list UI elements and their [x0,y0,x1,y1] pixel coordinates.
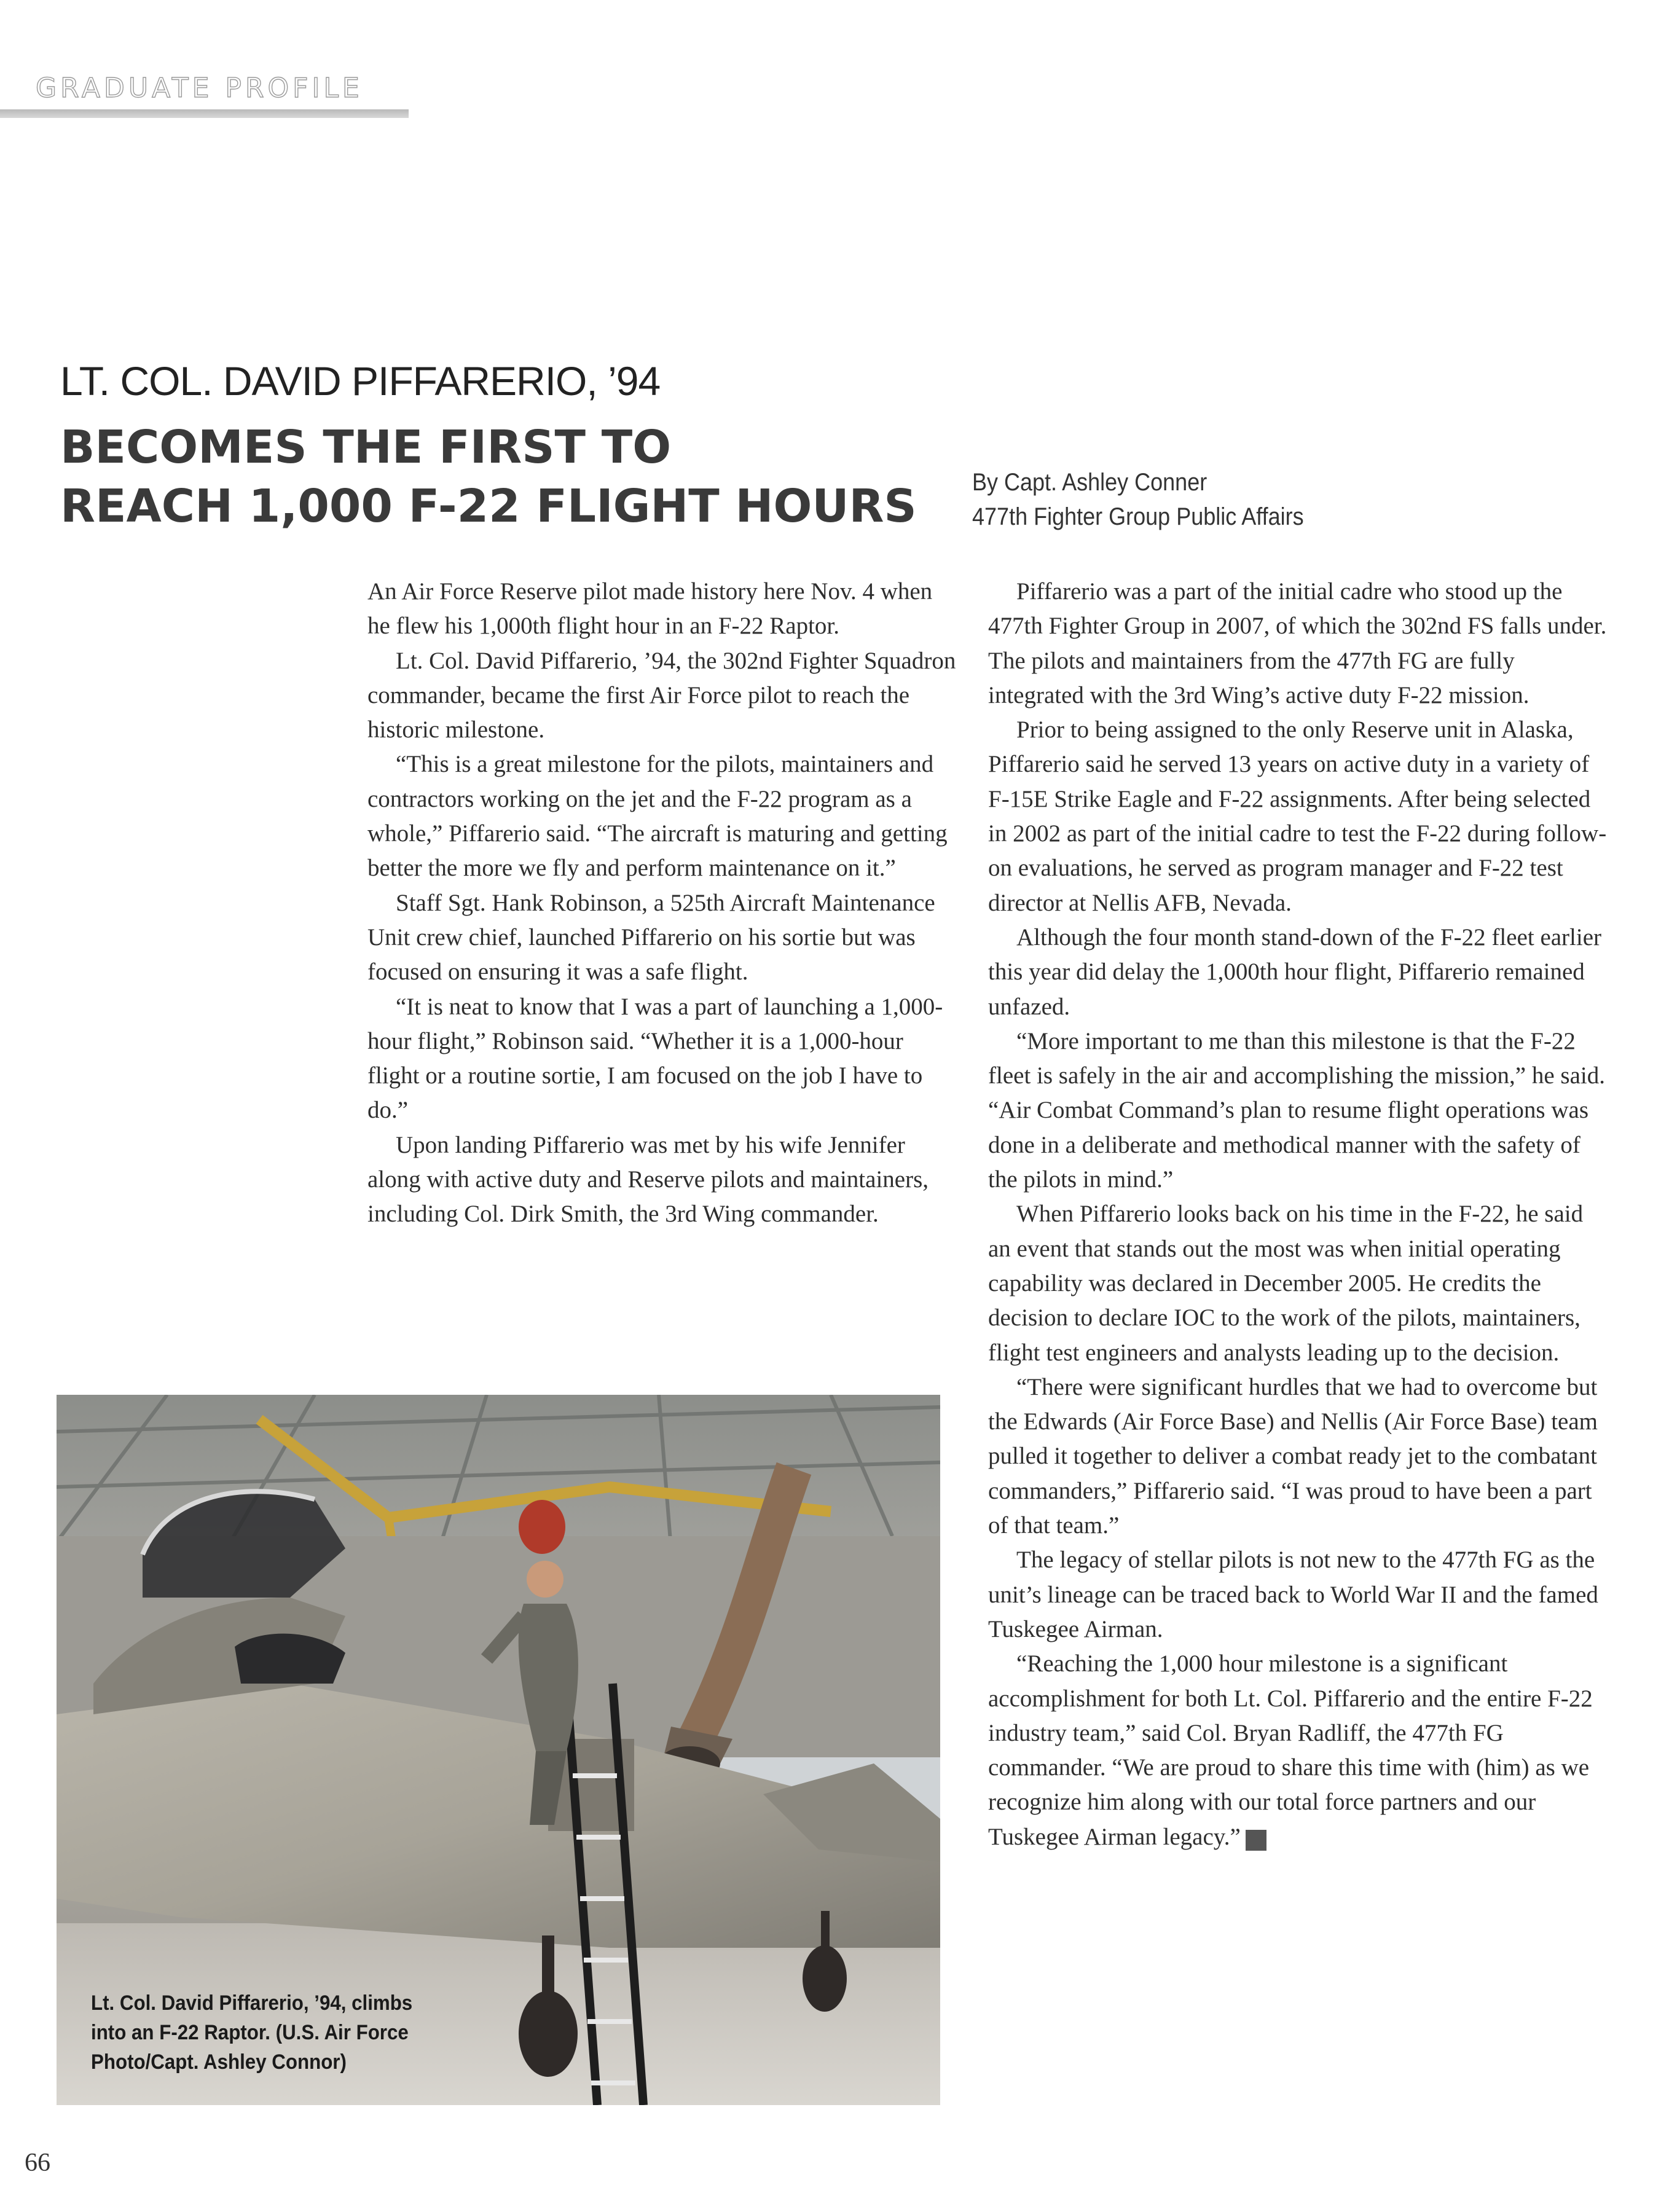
paragraph: “More important to me than this milestone is that the F-22 fleet is safely in the air and accomplishing the mission,” he said. “Air Combat Command’s plan to resume flight operations was done in a deliberate and methodical manner with the safety of the pilots in mind.” [988,1027,1605,1193]
paragraph: Prior to being assigned to the only Reserve unit in Alaska, Piffarerio said he served 13 years on active duty in a variety of F-15E Strike Eagle and F-22 assignments. After being selected in 2002 as part of the initial cadre to test the F-22 during follow-on evaluations, he served as program manager and F-22 test director at Nellis AFB, Nevada. [988,716,1607,916]
photo-caption: Lt. Col. David Piffarerio, ’94, climbs into an F-22 Raptor. (U.S. Air Force Photo/Capt. Ashley Connor) [91,1991,413,2074]
paragraph [988,1647,1609,1854]
paragraph: “It is neat to know that I was a part of launching a 1,000-hour flight,” Robinson said. “Whether it is a 1,000-hour flight or a routine sortie, I am focused on the job I have to do.” [367,993,943,1124]
paragraph: Lt. Col. David Piffarerio, ’94, the 302nd Fighter Squadron commander, became the first Air Force pilot to reach the historic milestone. [367,647,956,743]
paragraph: Piffarerio was a part of the initial cadre who stood up the 477th Fighter Group in 2007, of which the 302nd FS falls under. The pilots and maintainers from the 477th FG are fully integrated with the 3rd Wing’s active duty F-22 mission. [988,578,1607,708]
paragraph: Although the four month stand-down of the F-22 fleet earlier this year did delay the 1,000th hour flight, Piffarerio remained unfazed. [988,924,1602,1020]
headline-line-2: REACH 1,000 F-22 FLIGHT HOURS [60,480,917,533]
article-column-right [988,575,1609,1854]
section-label: GRADUATE PROFILE [36,73,363,104]
paragraph: When Piffarerio looks back on his time in the F-22, he said an event that stands out the most was when initial operating capability was declared in December 2005. He credits the decision to declare IOC to the work of the pilots, maintainers, flight test engineers and analysts leading up to the decision. [988,1201,1584,1366]
byline-author: By Capt. Ashley Conner [972,469,1207,496]
paragraph-text: “Reaching the 1,000 hour milestone is a significant accomplishment for both Lt. Col. Piffarerio and the entire F-22 industry team,” said Col. Bryan Radliff, the 477th FG commander. “We are proud to share this time with (him) as we recognize him along with our total force partners and our Tuskegee Airman legacy.” [988,1650,1593,1850]
article-kicker: LT. COL. DAVID PIFFARERIO, ’94 [60,358,661,404]
end-mark-icon: ✓ [1246,1830,1266,1851]
page-number: 66 [25,2149,50,2177]
byline [972,465,1304,534]
paragraph: The legacy of stellar pilots is not new to the 477th FG as the unit’s lineage can be traced back to World War II and the famed Tuskegee Airman. [988,1547,1598,1642]
headline-line-1: BECOMES THE FIRST TO [60,421,672,474]
paragraph: Upon landing Piffarerio was met by his wife Jennifer along with active duty and Reserve pilots and maintainers, including Col. Dirk Smith, the 3rd Wing commander. [367,1131,929,1228]
paragraph: Staff Sgt. Hank Robinson, a 525th Aircraft Maintenance Unit crew chief, launched Piffarerio on his sortie but was focused on ensuring it was a safe flight. [367,889,935,986]
article-column-left [367,575,957,1232]
f22-cockpit-photo [57,1395,940,2105]
byline-affiliation: 477th Fighter Group Public Affairs [972,503,1304,530]
section-rule [0,109,409,118]
paragraph: “This is a great milestone for the pilots, maintainers and contractors working on the jet and the F-22 program as a whole,” Piffarerio said. “The aircraft is maturing and getting better the more we fly and perform maintenance on it.” [367,751,948,882]
paragraph: “There were significant hurdles that we had to overcome but the Edwards (Air Force Base) and Nellis (Air Force Base) team pulled it together to deliver a combat ready jet to the combatant commanders,” Piffarerio said. “I was proud to have been a part of that team.” [988,1373,1598,1539]
paragraph: An Air Force Reserve pilot made history here Nov. 4 when he flew his 1,000th flight hour in an F-22 Raptor. [367,578,933,640]
article-headline [60,418,917,536]
